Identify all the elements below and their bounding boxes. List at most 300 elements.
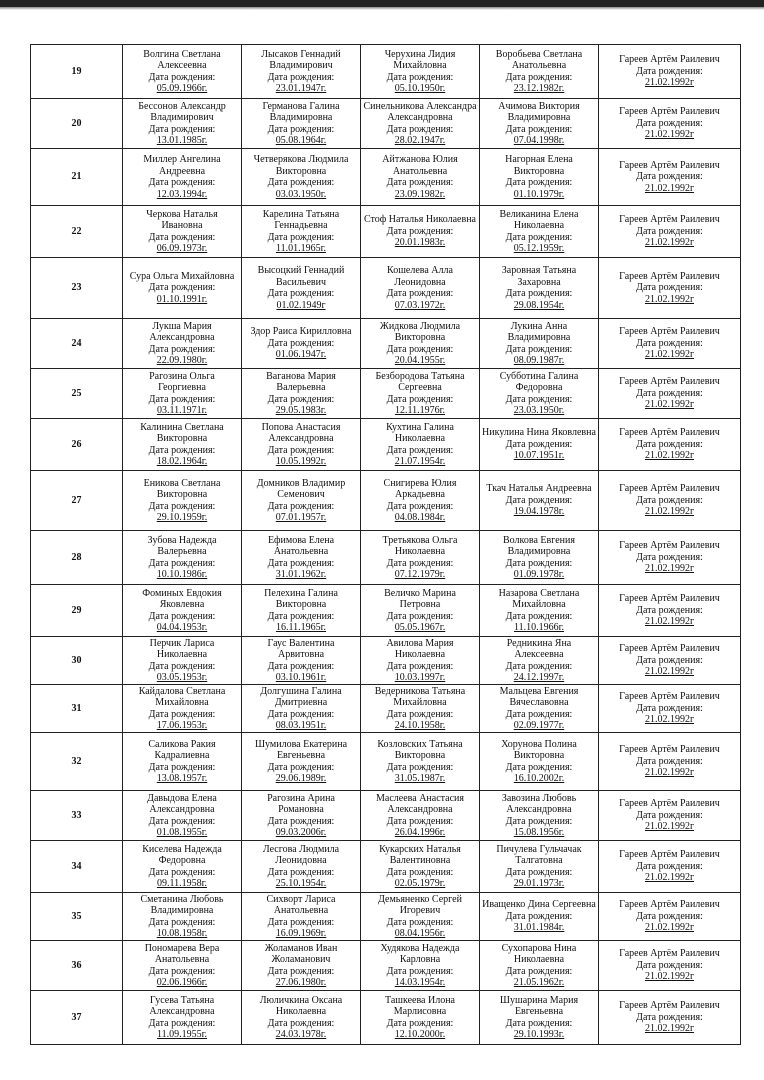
person-name: Шумилова Екатерина Евгеньевна xyxy=(254,738,348,761)
person-cell xyxy=(361,531,480,585)
person-cell xyxy=(242,685,361,733)
person-name: Лукша Мария Александровна xyxy=(149,320,215,343)
birth-date: 28.02.1947г. xyxy=(394,135,446,146)
person-cell xyxy=(242,733,361,791)
birth-date-label: Дата рождения: xyxy=(148,1017,216,1029)
person-name: Заровная Татьяна Захаровна xyxy=(501,265,577,288)
person-cell xyxy=(480,941,599,991)
row-number: 26 xyxy=(31,419,123,471)
person-cell xyxy=(123,369,242,419)
person-name: Волгина Светлана Алексеевна xyxy=(143,48,221,71)
birth-date: 01.06.1947г. xyxy=(275,349,327,361)
person-name: Гареев Артём Раилевич xyxy=(619,849,720,861)
table-row xyxy=(31,319,741,369)
person-cell xyxy=(123,791,242,841)
birth-date-label: Дата рождения: xyxy=(267,866,335,878)
person-name: Сура Ольга Михайловна xyxy=(129,270,235,282)
table-row xyxy=(31,419,741,471)
birth-date: 10.07.1951г. xyxy=(513,450,565,462)
birth-date: 21.02.1992г xyxy=(644,971,695,983)
person-name: Стоф Наталья Николаевна xyxy=(364,214,476,226)
person-name: Сухопарова Нина Николаевна xyxy=(501,942,577,965)
birth-date: 05.09.1966г. xyxy=(156,83,208,94)
birth-date: 04.08.1984г. xyxy=(394,512,446,523)
birth-date-label: Дата рождения: xyxy=(386,815,454,827)
birth-date: 23.03.1950г. xyxy=(513,405,565,416)
birth-date: 16.09.1969г. xyxy=(275,928,327,939)
birth-date-label: Дата рождения: xyxy=(148,343,216,355)
birth-date: 08.09.1987г. xyxy=(513,355,565,366)
person-cell xyxy=(123,258,242,319)
birth-date: 31.01.1984г. xyxy=(513,922,565,934)
birth-date-label: Дата рождения: xyxy=(505,231,573,243)
birth-date-label: Дата рождения: xyxy=(148,965,216,977)
person-name: Кошелева Алла Леонидовна xyxy=(387,265,453,288)
person-name: Гареев Артём Раилевич xyxy=(619,326,720,338)
birth-date-label: Дата рождения: xyxy=(267,557,335,569)
person-cell xyxy=(599,471,741,531)
birth-date: 21.02.1992г xyxy=(644,563,695,575)
birth-date-label: Дата рождения: xyxy=(636,604,703,616)
person-name: Субботина Галина Федоровна xyxy=(499,370,579,393)
birth-date-label: Дата рождения: xyxy=(148,815,216,827)
person-name: Гареев Артём Раилевич xyxy=(619,899,720,911)
row-number: 37 xyxy=(31,991,123,1045)
person-name: Кухтина Галина Николаевна xyxy=(386,421,454,444)
birth-date-label: Дата рождения: xyxy=(505,965,573,977)
person-name: Гареев Артём Раилевич xyxy=(619,948,720,960)
birth-date: 31.01.1962г. xyxy=(275,569,327,580)
person-name: Здор Раиса Кирилловна xyxy=(250,326,352,338)
birth-date: 29.10.1993г. xyxy=(513,1029,565,1040)
person-cell xyxy=(361,893,480,941)
person-name: Гареев Артём Раилевич xyxy=(619,214,720,226)
person-cell xyxy=(361,685,480,733)
person-cell xyxy=(242,419,361,471)
row-number: 25 xyxy=(31,369,123,419)
birth-date: 11.01.1965г. xyxy=(275,243,327,254)
person-name: Высоцкий Геннадий Васильевич xyxy=(257,265,345,288)
registry-body xyxy=(31,45,741,1045)
person-name: Гусева Татьяна Александровна xyxy=(149,994,215,1017)
birth-date: 21.02.1992г xyxy=(644,399,695,411)
person-name: Фоминых Евдокия Яковлевна xyxy=(142,587,222,610)
person-name: Редникина Яна Алексеевна xyxy=(506,637,572,660)
birth-date-label: Дата рождения: xyxy=(636,809,703,821)
table-row xyxy=(31,637,741,685)
person-name: Нагорная Елена Викторовна xyxy=(505,154,573,177)
person-name: Лукина Анна Владимировна xyxy=(507,320,571,343)
birth-date: 21.02.1992г xyxy=(644,821,695,833)
person-cell xyxy=(480,149,599,206)
person-name: Давыдова Елена Александровна xyxy=(147,792,217,815)
birth-date: 21.02.1992г xyxy=(644,506,695,518)
person-cell xyxy=(599,733,741,791)
birth-date: 20.04.1955г. xyxy=(394,355,446,366)
birth-date-label: Дата рождения: xyxy=(148,866,216,878)
person-name: Пономарева Вера Анатольевна xyxy=(144,942,220,965)
birth-date-label: Дата рождения: xyxy=(148,660,216,672)
row-number: 34 xyxy=(31,841,123,893)
person-cell xyxy=(242,149,361,206)
birth-date: 12.10.2000г. xyxy=(394,1029,446,1040)
birth-date-label: Дата рождения: xyxy=(148,231,216,243)
person-name: Худякова Надежда Карловна xyxy=(380,942,460,965)
person-cell xyxy=(599,45,741,99)
person-cell xyxy=(480,369,599,419)
person-name: Иващенко Дина Сергеевна xyxy=(482,899,596,911)
birth-date: 02.06.1966г. xyxy=(156,977,208,988)
birth-date: 21.02.1992г xyxy=(644,767,695,779)
birth-date: 01.02.1949г xyxy=(276,299,326,311)
person-cell xyxy=(480,319,599,369)
person-cell xyxy=(361,45,480,99)
person-name: Гареев Артём Раилевич xyxy=(619,540,720,552)
person-cell xyxy=(480,585,599,637)
row-number: 24 xyxy=(31,319,123,369)
person-cell xyxy=(480,419,599,471)
person-name: Гареев Артём Раилевич xyxy=(619,270,720,282)
birth-date: 02.05.1979г. xyxy=(394,878,446,889)
birth-date-label: Дата рождения: xyxy=(505,343,573,355)
person-name: Лесгова Людмила Леонидовна xyxy=(262,843,340,866)
person-cell xyxy=(361,471,480,531)
birth-date-label: Дата рождения: xyxy=(386,177,454,188)
birth-date: 23.12.1982г. xyxy=(513,83,565,94)
person-name: Ефимова Елена Анатольевна xyxy=(267,534,335,557)
person-cell xyxy=(480,471,599,531)
birth-date-label: Дата рождения: xyxy=(386,123,454,135)
birth-date: 24.03.1978г. xyxy=(275,1029,327,1040)
person-cell xyxy=(242,369,361,419)
birth-date-label: Дата рождения: xyxy=(636,910,703,922)
birth-date: 17.06.1953г. xyxy=(156,720,208,731)
birth-date-label: Дата рождения: xyxy=(148,557,216,569)
person-name: Рагозина Арина Романовна xyxy=(267,792,335,815)
birth-date: 06.09.1973г. xyxy=(156,243,208,254)
person-name: Козловских Татьяна Викторовна xyxy=(377,738,463,761)
birth-date-label: Дата рождения: xyxy=(505,610,573,622)
birth-date-label: Дата рождения: xyxy=(267,1017,335,1029)
birth-date-label: Дата рождения: xyxy=(386,708,454,720)
birth-date-label: Дата рождения: xyxy=(148,282,216,294)
person-name: Зубова Надежда Валерьевна xyxy=(147,534,217,557)
birth-date-label: Дата рождения: xyxy=(386,660,454,672)
person-cell xyxy=(242,258,361,319)
person-cell xyxy=(242,206,361,258)
birth-date-label: Дата рождения: xyxy=(267,123,335,135)
person-name: Еникова Светлана Викторовна xyxy=(143,477,221,500)
person-name: Великанина Елена Николаевна xyxy=(499,208,579,231)
birth-date-label: Дата рождения: xyxy=(148,610,216,622)
birth-date: 05.08.1964г. xyxy=(275,135,327,146)
table-row xyxy=(31,791,741,841)
birth-date: 21.02.1992г xyxy=(644,666,695,678)
birth-date: 29.08.1954г. xyxy=(513,299,565,311)
person-name: Люличкина Оксана Николаевна xyxy=(259,994,343,1017)
person-cell xyxy=(123,99,242,149)
birth-date-label: Дата рождения: xyxy=(148,761,216,773)
person-cell xyxy=(599,206,741,258)
person-cell xyxy=(242,585,361,637)
birth-date-label: Дата рождения: xyxy=(636,171,703,183)
person-cell xyxy=(361,941,480,991)
person-cell xyxy=(123,585,242,637)
person-cell xyxy=(242,941,361,991)
person-cell xyxy=(361,841,480,893)
row-number: 22 xyxy=(31,206,123,258)
person-cell xyxy=(123,45,242,99)
birth-date-label: Дата рождения: xyxy=(267,231,335,243)
birth-date: 07.01.1957г. xyxy=(275,512,327,523)
birth-date-label: Дата рождения: xyxy=(505,1017,573,1029)
birth-date-label: Дата рождения: xyxy=(267,916,335,928)
birth-date: 11.10.1966г. xyxy=(513,622,565,633)
birth-date: 05.10.1950г. xyxy=(394,83,446,94)
birth-date: 01.09.1978г. xyxy=(513,569,565,580)
birth-date: 03.11.1971г. xyxy=(156,405,208,416)
birth-date: 21.02.1992г xyxy=(644,714,695,726)
birth-date: 21.02.1992г xyxy=(644,349,695,361)
table-row xyxy=(31,893,741,941)
birth-date-label: Дата рождения: xyxy=(148,71,216,83)
row-number: 23 xyxy=(31,258,123,319)
row-number: 21 xyxy=(31,149,123,206)
birth-date-label: Дата рождения: xyxy=(386,393,454,405)
birth-date-label: Дата рождения: xyxy=(505,177,573,188)
birth-date: 01.08.1955г. xyxy=(156,827,208,838)
birth-date: 21.02.1992г xyxy=(644,922,695,934)
birth-date: 09.11.1958г. xyxy=(156,878,208,889)
birth-date-label: Дата рождения: xyxy=(386,610,454,622)
person-cell xyxy=(361,733,480,791)
birth-date: 12.03.1994г. xyxy=(156,188,208,200)
birth-date-label: Дата рождения: xyxy=(636,337,703,349)
person-cell xyxy=(242,45,361,99)
birth-date-label: Дата рождения: xyxy=(267,500,335,512)
person-name: Гаус Валентина Арвитовна xyxy=(267,637,335,660)
person-name: Рагозина Ольга Георгиевна xyxy=(149,370,215,393)
birth-date-label: Дата рождения: xyxy=(505,708,573,720)
birth-date: 29.10.1959г. xyxy=(156,512,208,523)
person-cell xyxy=(361,637,480,685)
birth-date-label: Дата рождения: xyxy=(505,910,573,922)
birth-date-label: Дата рождения: xyxy=(148,177,216,188)
birth-date: 11.09.1955г. xyxy=(156,1029,208,1040)
person-name: Снигирева Юлия Аркадьевна xyxy=(383,477,457,500)
person-cell xyxy=(123,531,242,585)
row-number: 27 xyxy=(31,471,123,531)
birth-date-label: Дата рождения: xyxy=(636,654,703,666)
birth-date: 13.08.1957г. xyxy=(156,773,208,784)
birth-date-label: Дата рождения: xyxy=(148,916,216,928)
birth-date-label: Дата рождения: xyxy=(505,761,573,773)
person-name: Пичулева Гульчачак Талгатовна xyxy=(496,843,582,866)
person-name: Гареев Артём Раилевич xyxy=(619,593,720,605)
person-name: Безбородова Татьяна Сергеевна xyxy=(375,370,465,393)
person-cell xyxy=(480,841,599,893)
table-row xyxy=(31,369,741,419)
person-name: Демьяненко Сергей Игоревич xyxy=(378,893,462,916)
person-name: Миллер Ангелина Андреевна xyxy=(143,154,221,177)
birth-date-label: Дата рождения: xyxy=(386,71,454,83)
birth-date: 21.02.1992г xyxy=(644,182,695,194)
row-number: 35 xyxy=(31,893,123,941)
row-number: 20 xyxy=(31,99,123,149)
birth-date-label: Дата рождения: xyxy=(386,288,454,299)
person-cell xyxy=(242,841,361,893)
birth-date-label: Дата рождения: xyxy=(505,660,573,672)
person-name: Калинина Светлана Викторовна xyxy=(140,421,224,444)
birth-date: 20.01.1983г. xyxy=(394,237,446,249)
birth-date: 03.10.1961г. xyxy=(275,672,327,683)
person-cell xyxy=(599,531,741,585)
birth-date-label: Дата рождения: xyxy=(386,965,454,977)
person-name: Третьякова Ольга Николаевна xyxy=(382,534,458,557)
birth-date-label: Дата рождения: xyxy=(505,123,573,135)
birth-date-label: Дата рождения: xyxy=(505,438,573,450)
person-cell xyxy=(242,791,361,841)
birth-date-label: Дата рождения: xyxy=(636,282,703,294)
birth-date: 24.12.1997г. xyxy=(513,672,565,683)
birth-date-label: Дата рождения: xyxy=(267,965,335,977)
person-name: Синельникова Александра Александровна xyxy=(363,100,477,123)
birth-date-label: Дата рождения: xyxy=(267,288,335,299)
person-name: Никулина Нина Яковлевна xyxy=(482,427,596,439)
person-name: Четверякова Людмила Викторовна xyxy=(253,154,349,177)
person-name: Величко Марина Петровна xyxy=(384,587,456,610)
birth-date-label: Дата рождения: xyxy=(386,761,454,773)
person-name: Германова Галина Владимировна xyxy=(262,100,340,123)
birth-date-label: Дата рождения: xyxy=(267,815,335,827)
table-row xyxy=(31,45,741,99)
person-name: Гареев Артём Раилевич xyxy=(619,376,720,388)
person-cell xyxy=(599,585,741,637)
table-row xyxy=(31,471,741,531)
table-row xyxy=(31,733,741,791)
person-cell xyxy=(599,637,741,685)
person-cell xyxy=(361,99,480,149)
birth-date-label: Дата рождения: xyxy=(386,225,454,237)
birth-date: 02.09.1977г. xyxy=(513,720,565,731)
person-cell xyxy=(599,99,741,149)
person-name: Ваганова Мария Валерьевна xyxy=(266,370,336,393)
birth-date-label: Дата рождения: xyxy=(636,117,703,129)
person-cell xyxy=(480,531,599,585)
person-cell xyxy=(361,791,480,841)
person-name: Авилова Мария Николаевна xyxy=(386,637,454,660)
row-number: 30 xyxy=(31,637,123,685)
person-name: Гареев Артём Раилевич xyxy=(619,798,720,810)
birth-date: 21.02.1992г xyxy=(644,77,695,89)
person-cell xyxy=(480,637,599,685)
birth-date-label: Дата рождения: xyxy=(148,444,216,456)
birth-date: 07.03.1972г. xyxy=(394,299,446,311)
person-cell xyxy=(599,258,741,319)
person-cell xyxy=(123,893,242,941)
row-number: 28 xyxy=(31,531,123,585)
birth-date-label: Дата рождения: xyxy=(148,500,216,512)
person-cell xyxy=(123,419,242,471)
birth-date: 10.03.1997г. xyxy=(394,672,446,683)
person-cell xyxy=(480,791,599,841)
birth-date-label: Дата рождения: xyxy=(148,393,216,405)
person-cell xyxy=(123,637,242,685)
birth-date-label: Дата рождения: xyxy=(386,866,454,878)
birth-date: 21.02.1992г xyxy=(644,450,695,462)
person-name: Шушарина Мария Евгеньевна xyxy=(499,994,579,1017)
person-cell xyxy=(480,206,599,258)
table-row xyxy=(31,585,741,637)
person-name: Назарова Светлана Михайловна xyxy=(498,587,580,610)
person-name: Карелина Татьяна Геннадьевна xyxy=(262,208,340,231)
birth-date-label: Дата рождения: xyxy=(505,393,573,405)
person-name: Волкова Евгения Владимировна xyxy=(503,534,575,557)
person-name: Черухина Лидия Михайловна xyxy=(384,48,456,71)
person-name: Киселева Надежда Федоровна xyxy=(142,843,222,866)
birth-date-label: Дата рождения: xyxy=(267,71,335,83)
birth-date-label: Дата рождения: xyxy=(636,702,703,714)
person-cell xyxy=(361,419,480,471)
birth-date-label: Дата рождения: xyxy=(386,343,454,355)
person-cell xyxy=(599,419,741,471)
person-name: Жидкова Людмила Викторовна xyxy=(379,320,461,343)
row-number: 31 xyxy=(31,685,123,733)
person-cell xyxy=(480,733,599,791)
person-cell xyxy=(480,258,599,319)
birth-date-label: Дата рождения: xyxy=(505,815,573,827)
person-cell xyxy=(480,685,599,733)
birth-date: 26.04.1996г. xyxy=(394,827,446,838)
person-name: Долгушина Галина Дмитриевна xyxy=(260,685,342,708)
table-row xyxy=(31,841,741,893)
person-name: Гареев Артём Раилевич xyxy=(619,54,720,66)
person-cell xyxy=(361,149,480,206)
table-row xyxy=(31,991,741,1045)
person-cell xyxy=(361,585,480,637)
birth-date: 09.03.2006г. xyxy=(275,827,327,838)
person-name: Завозина Любовь Александровна xyxy=(501,792,577,815)
person-cell xyxy=(480,99,599,149)
person-name: Ачимова Виктория Владимировна xyxy=(498,100,580,123)
birth-date: 21.02.1992г xyxy=(644,129,695,141)
birth-date-label: Дата рождения: xyxy=(386,444,454,456)
birth-date: 25.10.1954г. xyxy=(275,878,327,889)
person-name: Гареев Артём Раилевич xyxy=(619,1000,720,1012)
person-name: Пелехина Галина Викторовна xyxy=(264,587,338,610)
row-number: 19 xyxy=(31,45,123,99)
row-number: 29 xyxy=(31,585,123,637)
person-cell xyxy=(361,991,480,1045)
person-cell xyxy=(123,941,242,991)
scan-edge-band xyxy=(0,0,764,7)
table-row xyxy=(31,531,741,585)
person-name: Маслеева Анастасия Александровна xyxy=(376,792,464,815)
birth-date-label: Дата рождения: xyxy=(636,1011,703,1023)
person-cell xyxy=(599,319,741,369)
birth-date: 04.04.1953г. xyxy=(156,622,208,633)
birth-date-label: Дата рождения: xyxy=(636,755,703,767)
birth-date: 23.01.1947г. xyxy=(275,83,327,94)
birth-date: 05.12.1959г. xyxy=(513,243,565,254)
birth-date-label: Дата рождения: xyxy=(636,65,703,77)
birth-date-label: Дата рождения: xyxy=(386,1017,454,1029)
birth-date: 12.11.1976г. xyxy=(394,405,446,416)
person-cell xyxy=(361,369,480,419)
birth-date: 31.05.1987г. xyxy=(394,773,446,784)
person-name: Ташкеева Илона Марлисовна xyxy=(384,994,455,1017)
birth-date-label: Дата рождения: xyxy=(505,866,573,878)
